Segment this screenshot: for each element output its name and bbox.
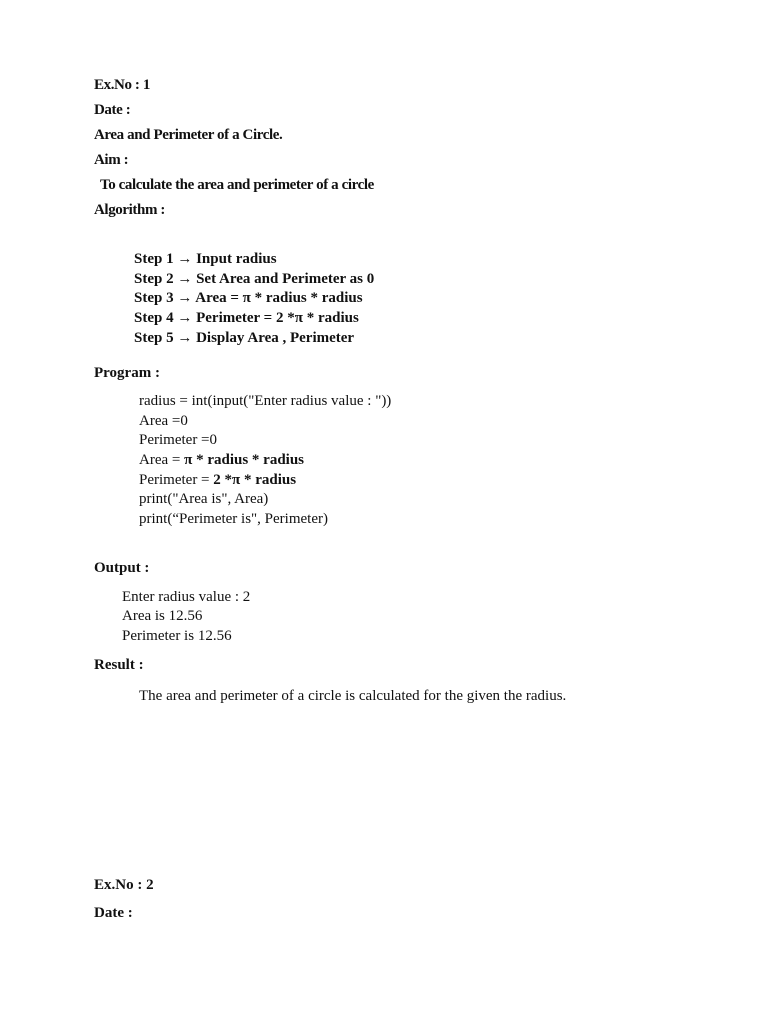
algorithm-label: Algorithm : [94, 202, 166, 218]
code-line: print("Area is", Area) [139, 491, 269, 507]
code-line: Area =0 [139, 413, 188, 429]
output-line: Area is 12.56 [122, 608, 203, 624]
result-label: Result : [94, 657, 144, 673]
code-line: radius = int(input("Enter radius value : ")) [139, 393, 392, 409]
date-label: Date : [94, 905, 133, 921]
code-line-prefix: Area = [139, 452, 185, 468]
algorithm-step: Step 4 → Perimeter = 2 *π * radius [134, 310, 359, 326]
code-line-expression: 2 *π * radius [213, 472, 297, 488]
aim-text: To calculate the area and perimeter of a circle [100, 177, 374, 193]
algorithm-step: Step 3 → Area = π * radius * radius [134, 290, 363, 306]
result-text: The area and perimeter of a circle is calculated for the given the radius. [139, 688, 567, 704]
exercise-number: Ex.No : 2 [94, 877, 154, 893]
output-label: Output : [94, 560, 150, 576]
code-line [139, 473, 296, 488]
output-line: Perimeter is 12.56 [122, 628, 232, 644]
code-line [139, 453, 304, 468]
algorithm-step: Step 2 → Set Area and Perimeter as 0 [134, 271, 375, 287]
code-line: print(“Perimeter is", Perimeter) [139, 511, 328, 527]
code-line-expression: π * radius * radius [184, 452, 305, 468]
exercise-number: Ex.No : 1 [94, 77, 150, 93]
date-label: Date : [94, 102, 131, 118]
aim-label: Aim : [94, 152, 129, 168]
exercise-title: Area and Perimeter of a Circle. [94, 127, 283, 143]
code-line-prefix: Perimeter = [139, 472, 214, 488]
code-line: Perimeter =0 [139, 432, 218, 448]
output-line: Enter radius value : 2 [122, 589, 251, 605]
algorithm-step: Step 1 → Input radius [134, 251, 277, 267]
program-label: Program : [94, 365, 160, 381]
algorithm-step: Step 5 → Display Area , Perimeter [134, 330, 355, 346]
